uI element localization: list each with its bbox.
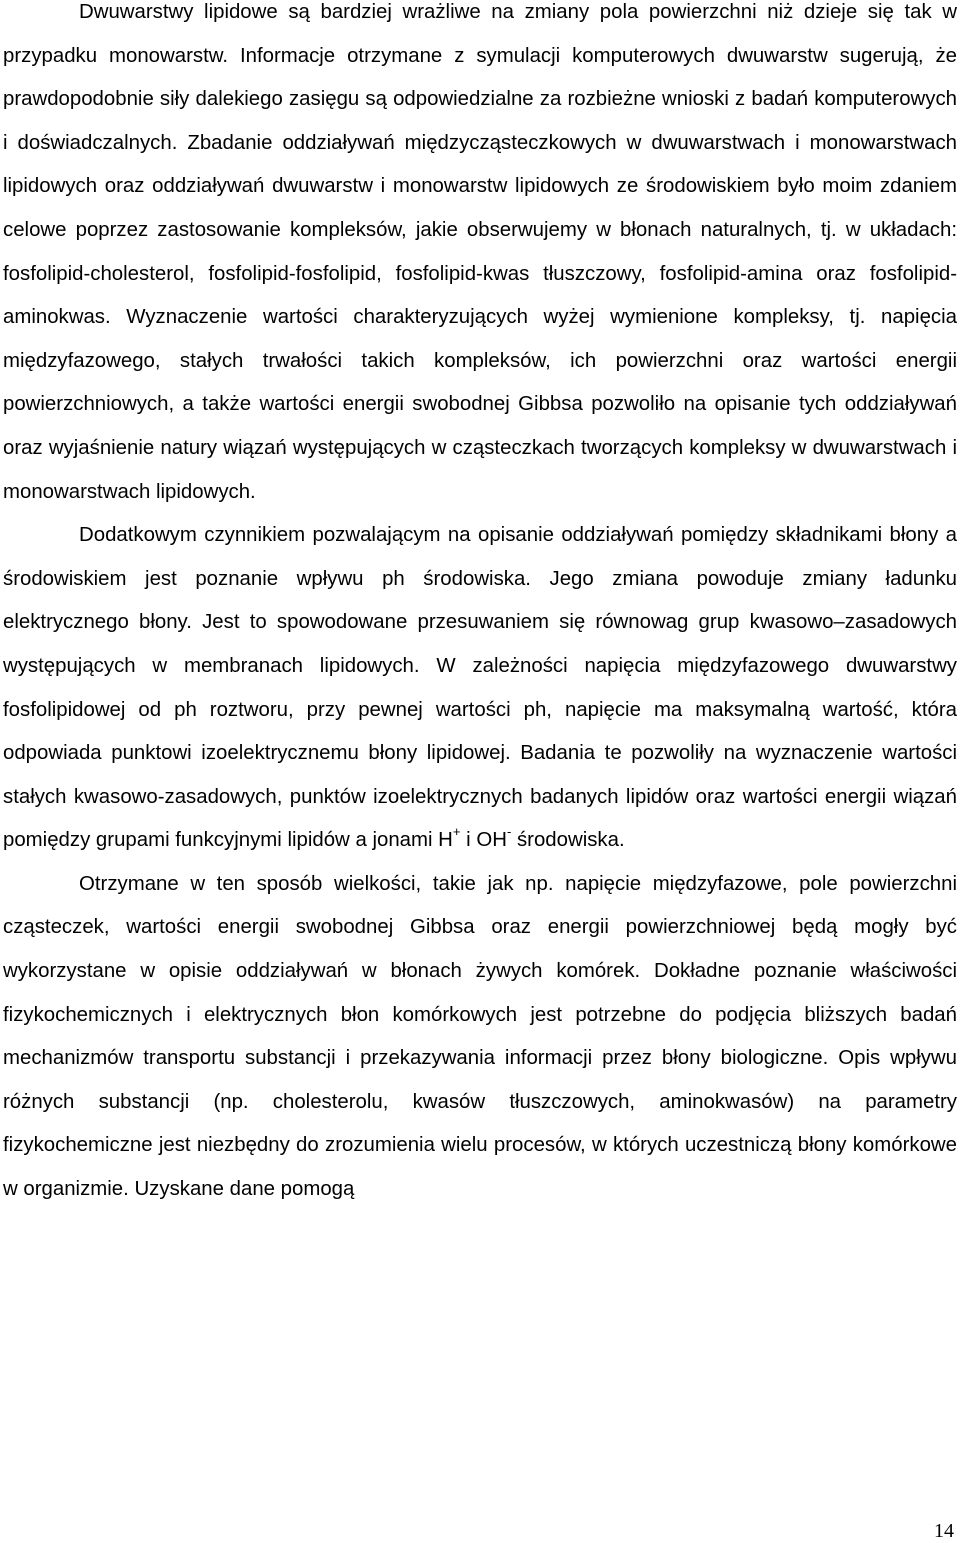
document-page	[3, 0, 957, 1212]
paragraph-ph-text-middle: i OH	[460, 829, 507, 852]
paragraph-ph-text: Dodatkowym czynnikiem pozwalającym na opisanie oddziaływań pomiędzy składnikami błony a środowiskiem jest poznanie wpływu ph środowiska. Jego zmiana powoduje zmiany ładunku elektrycznego błony. Jest to spowodowane przesuwaniem się równowag grup kwasowo–zasadowych występujących w membranach lipidowych. W zależności napięcia międzyfazowego dwuwarstwy fosfolipidowej od ph roztworu, przy pewnej wartości ph, napięcie ma maksymalną wartość, która odpowiada punktowi izoelektrycznemu błony lipidowej. Badania te pozwoliły na wyznaczenie wartości stałych kwasowo-zasadowych, punktów izoelektrycznych badanych lipidów oraz wartości energii wiązań pomiędzy grupami funkcyjnymi lipidów a jonami H	[3, 524, 957, 852]
superscript-plus: +	[452, 824, 461, 840]
page-number: 14	[934, 1520, 954, 1542]
superscript-minus: -	[506, 824, 512, 840]
paragraph-ph-text-end: środowiska.	[511, 829, 625, 852]
paragraph-bilayers-intro: Dwuwarstwy lipidowe są bardziej wrażliwe na zmiany pola powierzchni niż dzieje się tak w przypadku monowarstw. Informacje otrzymane z symulacji komputerowych dwuwarstw sugerują, że prawdopodobnie siły dalekiego zasięgu są odpowiedzialne za rozbieżne wnioski z badań komputerowych i doświadczalnych. Zbadanie oddziaływań międzycząsteczkowych w dwuwarstwach i monowarstwach lipidowych oraz oddziaływań dwuwarstw i monowarstw lipidowych ze środowiskiem było moim zdaniem celowe poprzez zastosowanie kompleksów, jakie obserwujemy w błonach naturalnych, tj. w układach: fosfolipid-cholesterol, fosfolipid-fosfolipid, fosfolipid-kwas tłuszczowy, fosfolipid-amina oraz fosfolipid-aminokwas. Wyznaczenie wartości charakteryzujących wyżej wymienione kompleksy, tj. napięcia międzyfazowego, stałych trwałości takich kompleksów, ich powierzchni oraz wartości energii powierzchniowych, a także wartości energii swobodnej Gibbsa pozwoliło na opisanie tych oddziaływań oraz wyjaśnienie natury wiązań występujących w cząsteczkach tworzących kompleksy w dwuwarstwach i monowarstwach lipidowych.	[3, 1, 957, 503]
paragraph-results-use: Otrzymane w ten sposób wielkości, takie jak np. napięcie międzyfazowe, pole powierzchni cząsteczek, wartości energii swobodnej Gibbsa oraz energii powierzchniowej będą mogły być wykorzystane w opisie oddziaływań w błonach żywych komórek. Dokładne poznanie właściwości fizykochemicznych i elektrycznych błon komórkowych jest potrzebne do podjęcia bliższych badań mechanizmów transportu substancji i przekazywania informacji przez błony biologiczne. Opis wpływu różnych substancji (np. cholesterolu, kwasów tłuszczowych, aminokwasów) na parametry fizykochemiczne jest niezbędny do zrozumienia wielu procesów, w których uczestniczą błony komórkowe w organizmie. Uzyskane dane pomogą	[3, 872, 957, 1201]
paragraph-ph-influence	[3, 514, 957, 863]
